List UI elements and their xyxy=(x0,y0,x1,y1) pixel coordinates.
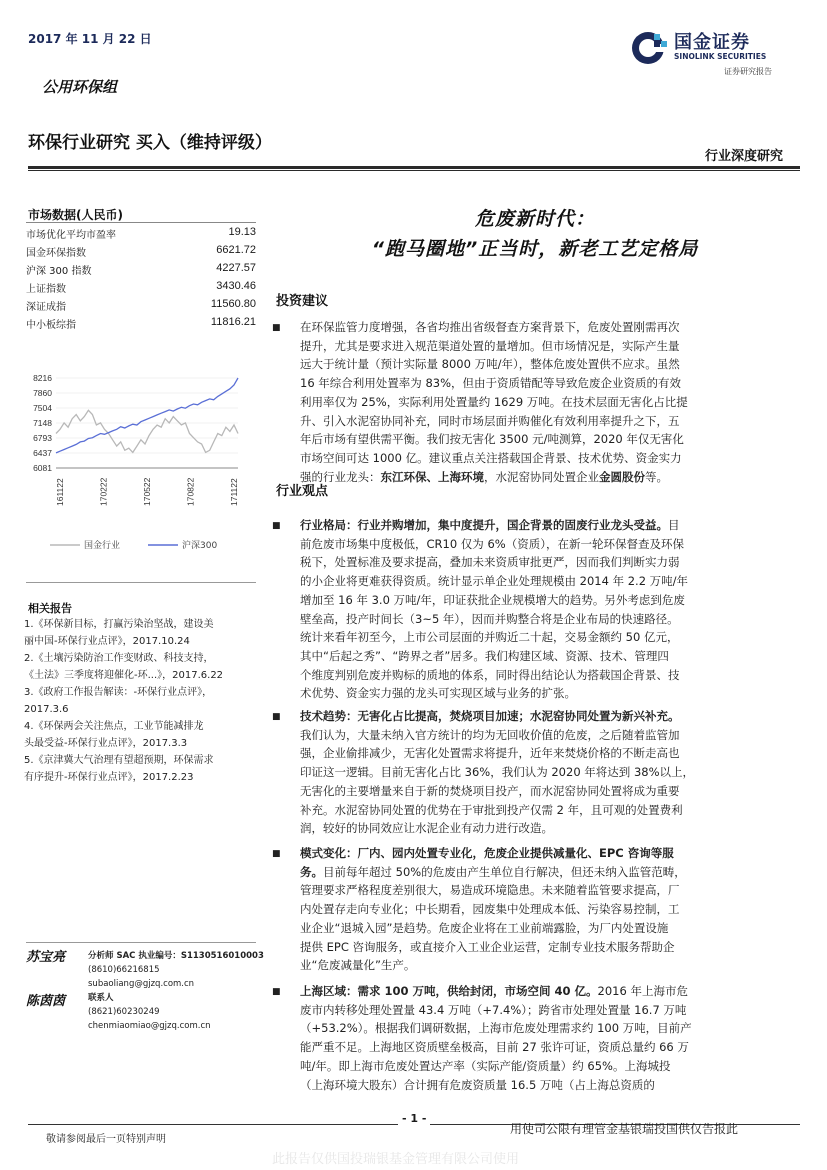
x-tick-label: 171122 xyxy=(229,478,239,506)
para-line: 无害化的主要增量来自于新的焚烧项目投产，而水泥窑协同处置将成为重要 xyxy=(300,783,680,798)
para-line: （上海环境大股东）合计拥有危废资质量 16.5 万吨（占上海总资质的 xyxy=(300,1077,655,1092)
bullet-icon: ■ xyxy=(272,323,281,333)
section-divider xyxy=(26,582,256,583)
view-heading: 模式变化：厂内、园内处置专业化，危废企业提供减量化、EPC 咨询等服 xyxy=(300,846,674,860)
para-line: 补充。水泥窑协同处置的优势在于审批到投产仅需 2 年，且可观的处置费利 xyxy=(300,802,683,817)
analyst-name: 陈茵茵 xyxy=(26,994,66,1009)
section-title-invest: 投资建议 xyxy=(276,294,329,309)
para-line: 内处置存走向专业化；中长期看，园废集中处理成本低、污染容易控制，工 xyxy=(300,902,680,917)
view-heading: 技术趋势：无害化占比提高，焚烧项目加速；水泥窑协同处置为新兴补充。 xyxy=(300,709,680,723)
y-tick-label: 8216 xyxy=(33,373,52,383)
para-line: 我们认为，大量未纳入官方统计的均为无回收价值的危废，之后随着监管加 xyxy=(300,727,680,742)
y-tick-label: 7860 xyxy=(33,388,52,398)
para-line: 远大于统计量（预计实际量 8000 万吨/年），整体危废处置供不应求。虽然 xyxy=(300,357,680,372)
para-line: 其中“后起之秀”、“跨界之者”居多。我们构建区域、资源、技术、管理四 xyxy=(300,648,669,663)
para-line: 市场空间可达 1000 亿。建议重点关注搭载国企背景、技术优势、资金实力 xyxy=(300,450,682,465)
legend-label-industry: 国金行业 xyxy=(84,541,121,551)
bullet-icon: ■ xyxy=(272,521,281,531)
market-row-value: 11560.80 xyxy=(210,298,256,310)
market-row xyxy=(26,298,256,316)
series-line-industry xyxy=(56,410,238,452)
analyst-role: 联系人 xyxy=(88,993,114,1003)
related-report-item[interactable] xyxy=(24,616,264,650)
para-line: 统计来看年初至今，上市公司层面的并购近二十起，交易金额约 50 亿元， xyxy=(300,630,679,645)
chart-gridlines xyxy=(56,378,238,468)
x-tick-label: 170822 xyxy=(185,477,196,506)
footer-notice: 用使司公限有理管金基银瑞投国供仅告报此 xyxy=(510,1122,739,1136)
related-report-item[interactable] xyxy=(24,650,264,684)
para-line xyxy=(300,863,786,882)
related-report-line: 3.《政府工作报告解读：-环保行业点评》， xyxy=(24,687,213,698)
watermark: 此报告仅供国投瑞银基金管理有限公司使用 xyxy=(272,1152,520,1167)
analyst-phone: (8610)66216815 xyxy=(88,965,160,975)
chart-series-group xyxy=(56,378,238,453)
para-line: 个维度判别危废并购标的质地的体系，同时得出结论认为搭载国企背景、技 xyxy=(300,667,680,682)
legend-swatch-industry xyxy=(50,543,80,547)
para-line: 壁垒高，投产时间长（3~5 年），因而并购整合将是企业布局的快速路径。 xyxy=(300,611,679,626)
market-data-title: 市场数据(人民币) xyxy=(28,208,123,222)
related-report-item[interactable] xyxy=(24,684,264,718)
sinolink-logo-icon xyxy=(630,28,670,68)
market-row xyxy=(26,244,256,262)
market-row-label: 沪深 300 指数 xyxy=(26,266,92,277)
related-report-line: 丽中国-环保行业点评》，2017.10.24 xyxy=(24,636,190,647)
market-row xyxy=(26,262,256,280)
x-tick-label: 170222 xyxy=(98,477,109,506)
para-line: 的小企业将更难获得资质。统计显示单企业处理规模由 2014 年 2.2 万吨/年 xyxy=(300,574,689,589)
highlight-companies: 东江环保、上海环境 xyxy=(380,469,484,484)
related-report-item[interactable] xyxy=(24,718,264,752)
bullet-icon: ■ xyxy=(272,849,281,859)
para-line: 提供 EPC 咨询服务，或直接介入工业企业运营，定制专业技术服务帮助企 xyxy=(300,939,675,954)
chart-y-ticks xyxy=(33,373,52,473)
series-line-hs300 xyxy=(56,378,238,453)
related-report-item[interactable] xyxy=(24,752,264,786)
para-line: 在环保监管力度增强，各省均推出省级督查方案背景下，危废处置刚需再次 xyxy=(300,320,680,334)
para-line xyxy=(300,516,786,535)
para-line xyxy=(300,707,786,726)
view-paragraph-shanghai xyxy=(300,982,786,1094)
para-line: 废市内转移处理处置量 43.4 万吨（+7.4%）；跨省市处理处置量 16.7 万吨 xyxy=(300,1002,687,1017)
report-date: 2017 年 11 月 22 日 xyxy=(28,32,152,46)
report-title-line1: 危废新时代： xyxy=(474,208,595,230)
legend-label-hs300: 沪深300 xyxy=(182,541,218,551)
view-paragraph-technology xyxy=(300,707,786,838)
chart-legend xyxy=(50,538,260,554)
y-tick-label: 6437 xyxy=(33,448,52,458)
text-span: ，水泥窑协同处置企业 xyxy=(484,469,599,484)
para-line: 16 年综合利用处置率为 83%，但由于资质错配等导致危废企业资质的有效 xyxy=(300,376,682,391)
header-divider xyxy=(28,166,800,169)
para-line xyxy=(300,982,786,1001)
logo-subtitle: 证券研究报告 xyxy=(724,67,772,76)
para-line: 能严重不足。上海地区资质壁垒极高，目前 27 张许可证，资质总量约 66 万 xyxy=(300,1040,689,1055)
para-line xyxy=(300,468,786,487)
y-tick-label: 7148 xyxy=(33,418,52,428)
para-line: 税下，处置标准及要求提高，叠加未来资质审批更严，因而我们判断实力弱 xyxy=(300,555,680,570)
x-tick-label: 161122 xyxy=(55,478,65,506)
para-line: 术优势、资金实力强的龙头可实现区域与业务的扩张。 xyxy=(300,686,576,701)
analyst-cert: 分析师 SAC 执业编号：S1130516010003 xyxy=(88,951,264,961)
para-line: 业“危废减量化”生产。 xyxy=(300,958,416,973)
section-title-views: 行业观点 xyxy=(276,484,329,499)
logo-text-cn: 国金证券 xyxy=(674,32,750,53)
market-data-divider xyxy=(26,222,256,223)
y-tick-label: 7504 xyxy=(33,403,52,413)
view-paragraph-model xyxy=(300,844,786,975)
market-row xyxy=(26,316,256,334)
text-span: 目前每年超过 50%的危废由产生单位自行解决，但还未纳入监管范畴， xyxy=(323,864,686,879)
para-line: 升、引入水泥窑协同补充，同时市场层面并购催化有效利用率提升之下，五 xyxy=(300,413,680,428)
market-row-value: 4227.57 xyxy=(216,262,256,274)
y-tick-label: 6793 xyxy=(33,433,52,443)
market-row xyxy=(26,280,256,298)
text-span: 强的行业龙头： xyxy=(300,469,381,484)
para-line: 增加至 16 年 3.0 万吨/年，印证获批企业规模增大的趋势。另外考虑到危废 xyxy=(300,592,685,607)
analyst-name: 苏宝亮 xyxy=(26,950,66,965)
report-title-line2: “跑马圈地”正当时，新老工艺定格局 xyxy=(371,238,699,260)
research-group: 公用环保组 xyxy=(42,78,118,96)
invest-paragraph xyxy=(300,318,786,486)
analyst-info xyxy=(88,949,264,991)
legend-swatch-hs300 xyxy=(148,543,178,547)
para-line: 吨/年。即上海市危废处置达产率（实际产能/资质量）约 65%。上海城投 xyxy=(300,1058,671,1073)
related-report-line: 《土法》三季度将迎催化-环...》，2017.6.22 xyxy=(24,670,224,681)
para-line: 润，较好的协同效应让水泥企业有动力进行改造。 xyxy=(300,821,553,836)
related-report-line: 4.《环保两会关注焦点，工业节能减排龙 xyxy=(24,721,204,732)
page-number: - 1 - xyxy=(398,1112,430,1125)
market-row xyxy=(26,226,256,244)
analyst-email[interactable]: subaoliang@gjzq.com.cn xyxy=(88,979,195,989)
text-span: 等。 xyxy=(645,469,668,484)
analyst-divider xyxy=(26,942,256,943)
market-row-value: 11816.21 xyxy=(210,316,256,328)
industry-rating: 环保行业研究 买入（维持评级） xyxy=(28,133,272,153)
para-line: 前危废市场集中度极低，CR10 仅为 6%（资质），在新一轮环保督查及环保 xyxy=(300,536,684,551)
y-tick-label: 6081 xyxy=(33,463,52,473)
para-line: 利用率仅为 25%，实际利用处置量约 1629 万吨。在技术层面无害化占比提 xyxy=(300,394,688,409)
header-divider-thin xyxy=(28,170,800,171)
market-row-label: 深证成指 xyxy=(26,302,66,313)
para-line: 业企业“退城入园”是趋势。危废企业将在工业前端露脸，为厂内处置设施 xyxy=(300,920,669,935)
para-line: 印证这一逻辑。目前无害化占比 36%，我们认为 2020 年将达到 38%以上， xyxy=(300,765,695,780)
related-report-line: 有序提升-环保行业点评》，2017.2.23 xyxy=(24,772,194,783)
para-line: 管理要求严格程度差别很大，易造成环境隐患。未来随着监管要求提高，厂 xyxy=(300,883,680,898)
footer-disclaimer: 敬请参阅最后一页特别声明 xyxy=(46,1134,166,1145)
related-reports-title: 相关报告 xyxy=(28,602,72,615)
x-tick-label: 170522 xyxy=(142,477,152,506)
report-type: 行业深度研究 xyxy=(704,149,783,164)
analyst-email[interactable]: chenmiaomiao@gjzq.com.cn xyxy=(88,1021,211,1031)
logo-text-en: SINOLINK SECURITIES xyxy=(674,52,767,61)
text-span: 目 xyxy=(668,518,680,532)
para-line: 提升，尤其是要求进入规范渠道处置的量增加。但市场情况是，实际产生量 xyxy=(300,338,680,353)
para-line xyxy=(300,844,786,863)
view-heading: 上海区域：需求 100 万吨，供给封闭，市场空间 40 亿。 xyxy=(300,984,598,998)
market-row-value: 3430.46 xyxy=(216,280,256,292)
analyst-phone: (8621)60230249 xyxy=(88,1007,160,1017)
related-report-line: 2.《土壤污染防治工作变财政、科技支持， xyxy=(24,653,214,664)
view-heading: 务。 xyxy=(300,864,323,879)
bullet-icon: ■ xyxy=(272,987,281,997)
bullet-icon: ■ xyxy=(272,712,281,722)
related-report-line: 头最受益-环保行业点评》，2017.3.3 xyxy=(24,738,188,749)
market-row-label: 国金环保指数 xyxy=(26,248,86,259)
market-row-value: 19.13 xyxy=(228,226,256,238)
para-line: （+53.2%）。根据我们调研数据，上海市危废处理需求约 100 万吨，目前产 xyxy=(300,1021,692,1036)
index-line-chart xyxy=(20,366,252,526)
market-row-label: 市场优化平均市盈率 xyxy=(26,230,116,241)
view-heading: 行业格局：行业并购增加，集中度提升，国企背景的固废行业龙头受益。 xyxy=(300,518,668,532)
related-report-line: 2017.3.6 xyxy=(24,704,69,715)
para-line: 强，企业偷排减少，无害化处置需求将提升，近年来焚烧价格的不断走高也 xyxy=(300,746,680,761)
view-paragraph-structure xyxy=(300,516,786,703)
market-row-label: 上证指数 xyxy=(26,284,66,295)
chart-x-ticks xyxy=(55,477,239,506)
market-row-value: 6621.72 xyxy=(216,244,256,256)
text-span: 2016 年上海市危 xyxy=(597,984,688,998)
highlight-company: 金圆股份 xyxy=(599,469,645,484)
analyst-info xyxy=(88,991,211,1033)
para-line: 年后市场有望供需平衡。我们按无害化 3500 元/吨测算，2020 年仅无害化 xyxy=(300,432,684,447)
related-report-line: 1.《环保新目标，打赢污染治坚战，建设美 xyxy=(24,619,214,630)
market-row-label: 中小板综指 xyxy=(26,320,76,331)
company-logo xyxy=(630,24,800,84)
related-report-line: 5.《京津冀大气治理有望超预期，环保需求 xyxy=(24,755,214,766)
